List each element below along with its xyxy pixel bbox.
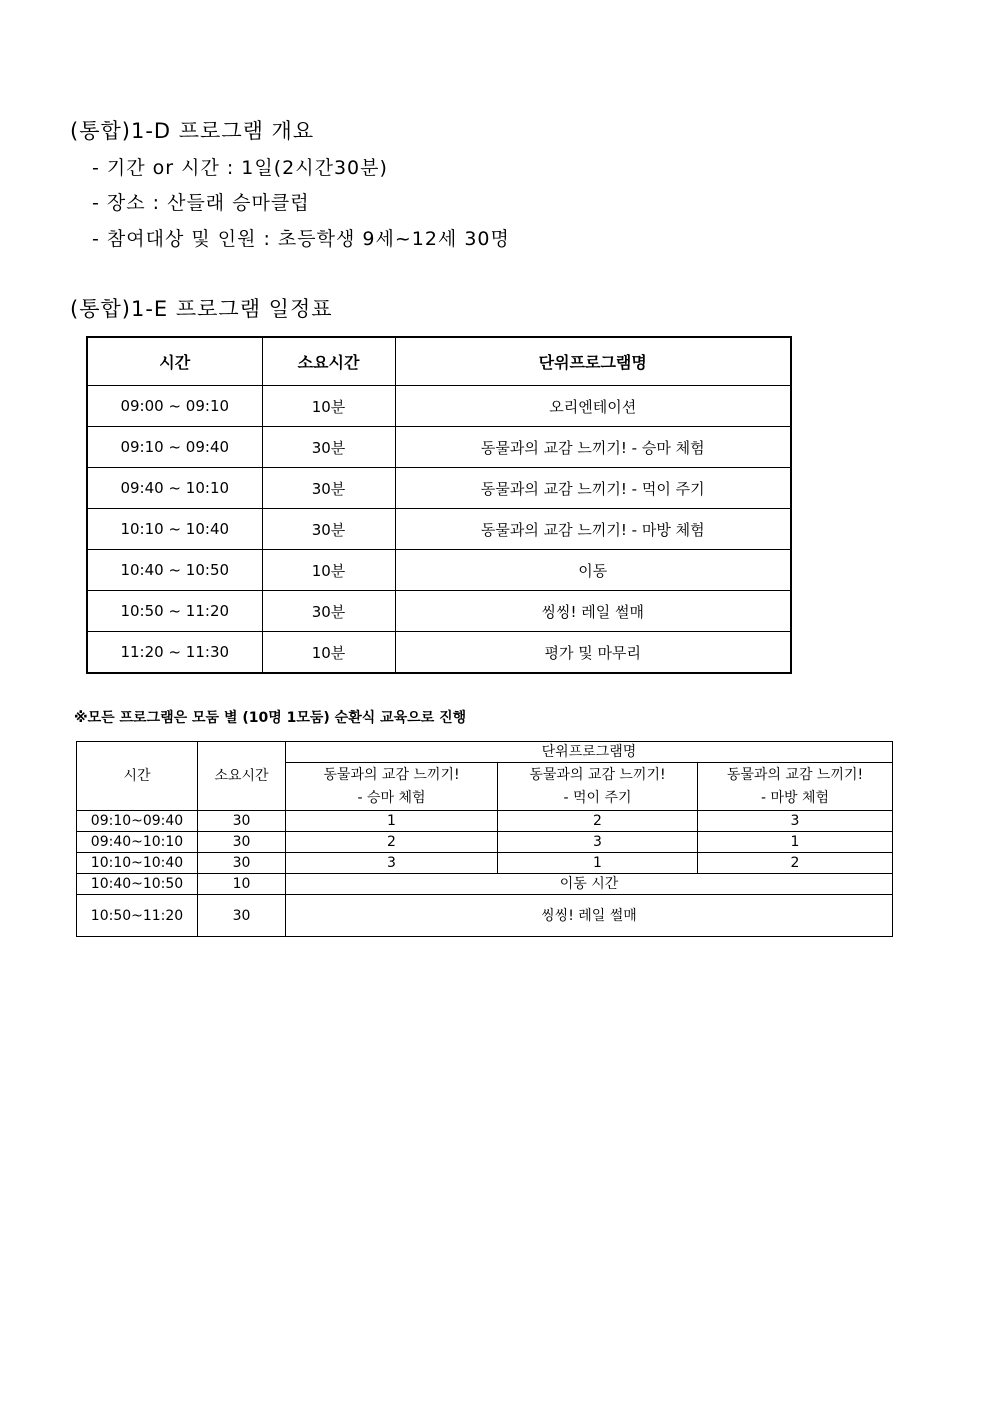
time-cell: 10:50~11:20	[77, 895, 198, 937]
time-cell: 09:10 ~ 09:40	[87, 427, 262, 468]
time-cell: 09:00 ~ 09:10	[87, 386, 262, 427]
rotation-header-row	[77, 742, 893, 763]
group-cell: 3	[698, 811, 893, 832]
header-time: 시간	[87, 337, 262, 386]
schedule-title: (통합)1-E 프로그램 일정표	[70, 297, 333, 321]
table-row	[87, 509, 791, 550]
program-cell: 씽씽! 레일 썰매	[395, 591, 791, 632]
group-cell: 1	[286, 811, 498, 832]
group-cell: 2	[498, 811, 698, 832]
duration-cell: 30	[198, 895, 286, 937]
duration-cell: 10분	[262, 386, 395, 427]
time-cell: 11:20 ~ 11:30	[87, 632, 262, 674]
header-program: 단위프로그램명	[395, 337, 791, 386]
program-name-line1: 동물과의 교감 느끼기!	[698, 763, 893, 787]
table-row	[87, 427, 791, 468]
duration-cell: 10	[198, 874, 286, 895]
table-row	[87, 591, 791, 632]
group-cell: 2	[698, 853, 893, 874]
overview-participants: - 참여대상 및 인원 : 초등학생 9세~12세 30명	[92, 228, 510, 250]
overview-location: - 장소 : 산들래 승마클럽	[92, 192, 310, 214]
group-cell: 2	[286, 832, 498, 853]
duration-cell: 30	[198, 853, 286, 874]
program-cell: 이동	[395, 550, 791, 591]
program-cell: 동물과의 교감 느끼기! - 마방 체험	[395, 509, 791, 550]
table-row	[87, 386, 791, 427]
program-name-line2: - 마방 체험	[698, 787, 893, 811]
group-cell: 1	[698, 832, 893, 853]
group-cell: 1	[498, 853, 698, 874]
rotation-note: ※모든 프로그램은 모둠 별 (10명 1모둠) 순환식 교육으로 진행	[74, 710, 467, 726]
duration-cell: 30분	[262, 468, 395, 509]
rot-header-program: 단위프로그램명	[286, 742, 893, 763]
time-cell: 10:40~10:50	[77, 874, 198, 895]
duration-cell: 10분	[262, 632, 395, 674]
program-cell: 동물과의 교감 느끼기! - 승마 체험	[395, 427, 791, 468]
program-cell: 평가 및 마무리	[395, 632, 791, 674]
program-cell: 오리엔테이션	[395, 386, 791, 427]
table-row	[77, 832, 893, 853]
program-name-line1: 동물과의 교감 느끼기!	[286, 763, 498, 787]
rotation-table	[76, 741, 893, 937]
time-cell: 09:40 ~ 10:10	[87, 468, 262, 509]
overview-title: (통합)1-D 프로그램 개요	[70, 119, 315, 143]
time-cell: 10:50 ~ 11:20	[87, 591, 262, 632]
table-row	[77, 811, 893, 832]
time-cell: 10:40 ~ 10:50	[87, 550, 262, 591]
table-row	[77, 853, 893, 874]
move-cell: 이동 시간	[286, 874, 893, 895]
table-row	[77, 874, 893, 895]
duration-cell: 10분	[262, 550, 395, 591]
overview-period: - 기간 or 시간 : 1일(2시간30분)	[92, 157, 388, 179]
program-cell: 동물과의 교감 느끼기! - 먹이 주기	[395, 468, 791, 509]
group-cell: 3	[286, 853, 498, 874]
table-row	[77, 895, 893, 937]
duration-cell: 30분	[262, 509, 395, 550]
group-cell: 3	[498, 832, 698, 853]
program-name-line2: - 먹이 주기	[498, 787, 698, 811]
table-row	[87, 550, 791, 591]
header-duration: 소요시간	[262, 337, 395, 386]
table-row	[87, 632, 791, 674]
program-name-line2: - 승마 체험	[286, 787, 498, 811]
schedule-header-row	[87, 337, 791, 386]
time-cell: 09:40~10:10	[77, 832, 198, 853]
duration-cell: 30	[198, 832, 286, 853]
sled-cell: 씽씽! 레일 썰매	[286, 895, 893, 937]
time-cell: 09:10~09:40	[77, 811, 198, 832]
duration-cell: 30	[198, 811, 286, 832]
duration-cell: 30분	[262, 591, 395, 632]
table-row	[87, 468, 791, 509]
rot-header-duration: 소요시간	[198, 742, 286, 811]
program-name-line1: 동물과의 교감 느끼기!	[498, 763, 698, 787]
schedule-table	[86, 336, 792, 674]
time-cell: 10:10~10:40	[77, 853, 198, 874]
time-cell: 10:10 ~ 10:40	[87, 509, 262, 550]
duration-cell: 30분	[262, 427, 395, 468]
rot-header-time: 시간	[77, 742, 198, 811]
